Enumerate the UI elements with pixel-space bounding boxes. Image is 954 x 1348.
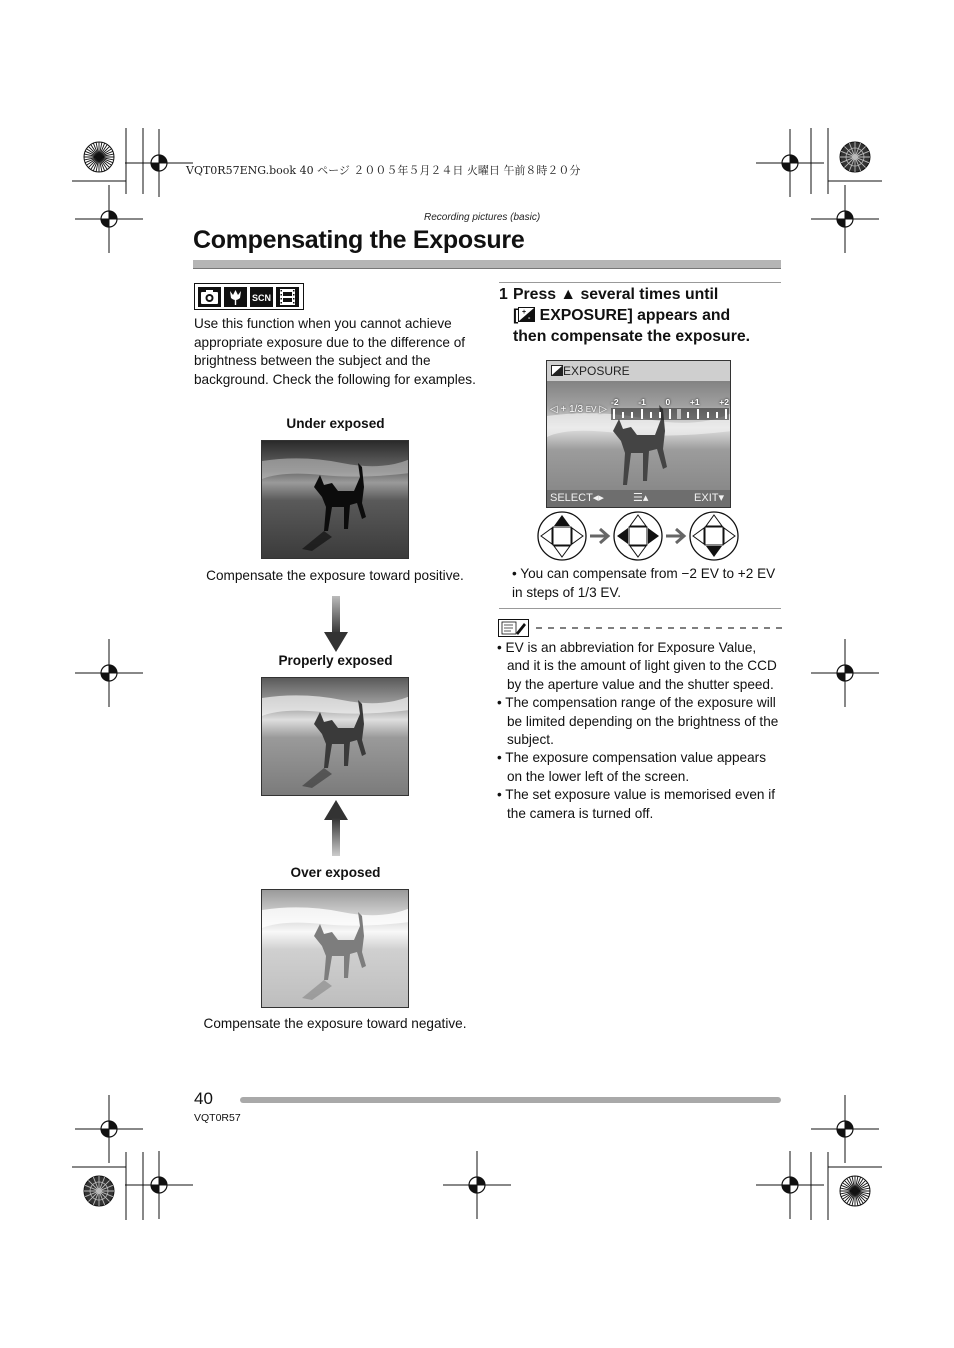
menu-icon: ☰ (633, 492, 643, 504)
lcd-background-photo (547, 361, 731, 508)
note-item: • EV is an abbreviation for Exposure Value, and it is the amount of light given to the CCD by the aperture value and the shutter speed. (497, 640, 777, 692)
caption-negative: Compensate the exposure toward negative. (203, 1016, 467, 1031)
film-icon (276, 287, 299, 307)
model-code: VQT0R57 (194, 1112, 241, 1124)
scale-label: +2 (719, 397, 729, 407)
svg-text:-: - (528, 315, 531, 322)
intro-paragraph: Use this function when you cannot achieve appropriate exposure due to the difference of brightness between the subject and the background. Check the following for examples. (194, 316, 476, 387)
note-item: • The exposure compensation value appears on the lower left of the screen. (497, 750, 767, 784)
arrow-up-icon (324, 800, 348, 856)
dpad-down-icon (690, 512, 738, 560)
over-exposed-photo (261, 889, 409, 1008)
lcd-ev-value (550, 404, 607, 415)
chevron-left-icon: ◁ (550, 404, 558, 415)
dpad-left-right-icon (614, 512, 662, 560)
lcd-title: EXPOSURE (563, 364, 630, 378)
properly-exposed-photo (261, 677, 409, 796)
compensation-range-note: • You can compensate from −2 EV to +2 EV in steps of 1/3 EV. (512, 566, 776, 600)
lcd-title-bar (547, 361, 730, 381)
scale-label: -2 (611, 397, 619, 407)
notes-list (497, 639, 782, 823)
lcd-unit: EV (585, 405, 597, 414)
page-title: Compensating the Exposure (193, 226, 525, 254)
page-number: 40 (194, 1089, 213, 1108)
note-item: • The compensation range of the exposure will be limited depending on the brightness of the subject. (497, 695, 779, 748)
scn-icon (250, 287, 273, 307)
notes-divider (499, 608, 781, 609)
step-number: 1 (499, 286, 508, 303)
exposure-icon-small (551, 365, 563, 376)
title-underline-bar (193, 260, 781, 269)
over-exposed-label: Over exposed (290, 865, 381, 880)
footer-bar (240, 1097, 781, 1103)
exposure-icon (518, 307, 535, 322)
step-line-3: then compensate the exposure. (513, 328, 751, 345)
step-1-instruction (499, 284, 781, 347)
lcd-value: + 1/3 (560, 404, 584, 415)
camera-icon (198, 287, 221, 307)
left-right-icon: ◂▸ (592, 492, 604, 504)
camera-lcd-screen (546, 360, 731, 508)
arrow-right-icon (590, 529, 608, 543)
scale-label: +1 (689, 397, 700, 407)
lcd-exit (694, 490, 724, 507)
step-line-2-bracket: [ (513, 307, 519, 324)
chevron-right-icon: ▷ (599, 404, 607, 415)
lcd-bottom-bar (547, 490, 730, 507)
lcd-exit-label: EXIT (694, 492, 719, 504)
note-item: • The set exposure value is memorised even if the camera is turned off. (497, 787, 776, 821)
note-memo-icon (499, 620, 529, 637)
arrow-down-icon (324, 596, 348, 652)
caption-positive: Compensate the exposure toward positive. (206, 568, 464, 583)
down-icon: ▾ (718, 492, 724, 504)
arrow-right-icon (666, 529, 684, 543)
scale-label: 0 (665, 397, 671, 407)
scn-icon-text: SCN (251, 292, 272, 303)
dpad-sequence (536, 509, 742, 563)
step-divider-top (499, 282, 781, 283)
up-icon: ▴ (642, 492, 649, 504)
tulip-macro-icon (224, 287, 247, 307)
under-exposed-photo (261, 440, 409, 559)
step-line-2-text: EXPOSURE] appears and (535, 307, 731, 324)
lcd-select-label: SELECT (550, 492, 593, 504)
lcd-ev-scale (611, 397, 729, 421)
scale-label: -1 (638, 397, 646, 407)
properly-exposed-label: Properly exposed (278, 653, 393, 668)
dpad-up-icon (538, 512, 586, 560)
scale-ticks (611, 408, 729, 420)
svg-text:+: + (522, 309, 527, 316)
mode-icons-box (194, 283, 304, 310)
section-header: Recording pictures (basic) (424, 212, 541, 223)
print-info: VQT0R57ENG.book 40 ページ ２００５年５月２４日 火曜日 午前８時２０分 (186, 164, 581, 177)
lcd-mode (633, 490, 648, 507)
lcd-select (550, 490, 604, 507)
under-exposed-label: Under exposed (286, 416, 385, 431)
note-header (498, 619, 782, 637)
step-line-1: Press ▲ several times until (513, 286, 719, 303)
